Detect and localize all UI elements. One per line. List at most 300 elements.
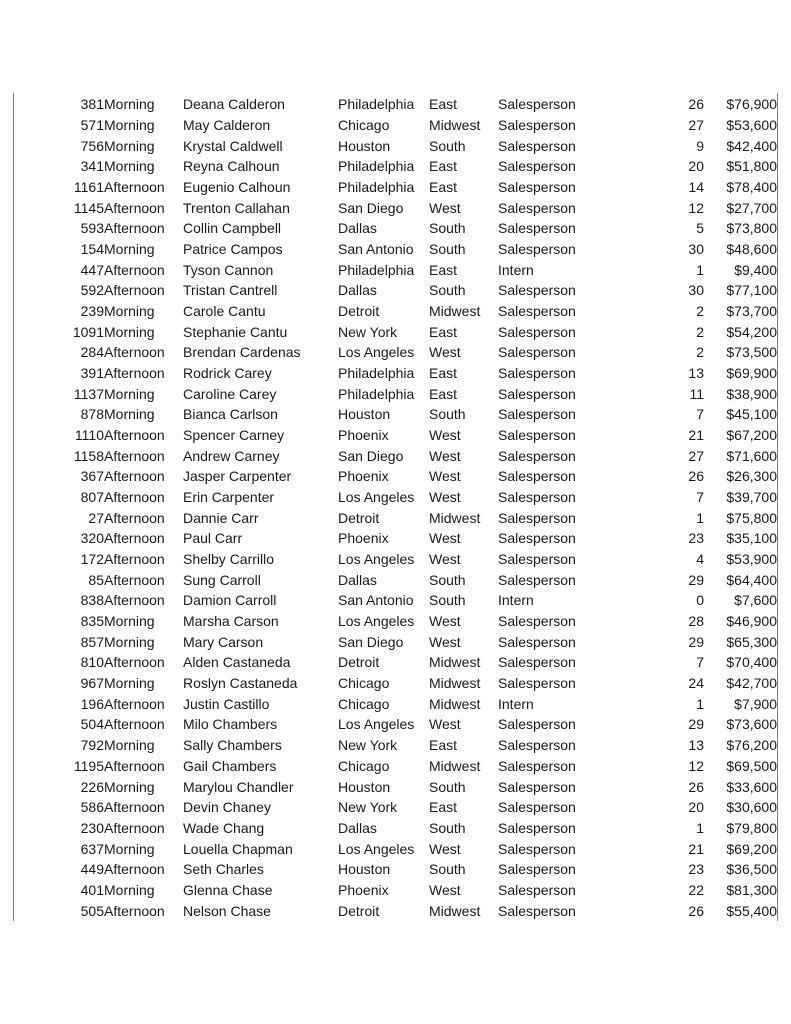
role-cell: Salesperson <box>498 199 576 216</box>
role-cell: Salesperson <box>498 282 576 299</box>
shift-cell: Morning <box>104 633 155 650</box>
table-row <box>14 301 777 322</box>
table-row <box>14 94 777 115</box>
table-row <box>14 487 777 508</box>
shift-cell: Afternoon <box>104 220 165 237</box>
table-row <box>14 528 777 549</box>
role-cell: Salesperson <box>498 737 576 754</box>
table-row <box>14 900 777 921</box>
table-row <box>14 135 777 156</box>
table-row <box>14 383 777 404</box>
years-cell: 5 <box>696 220 704 237</box>
years-cell: 7 <box>696 654 704 671</box>
table-row <box>14 239 777 260</box>
role-cell: Salesperson <box>498 96 576 113</box>
city-cell: Detroit <box>338 902 380 919</box>
years-cell: 29 <box>688 716 704 733</box>
region-cell: Midwest <box>429 509 481 526</box>
city-cell: San Antonio <box>338 592 414 609</box>
employee-id-cell: 878 <box>80 406 104 423</box>
employee-name-cell: Marsha Carson <box>183 613 279 630</box>
region-cell: East <box>429 179 458 196</box>
region-cell: Midwest <box>429 117 481 133</box>
city-cell: Phoenix <box>338 530 389 547</box>
employee-name-cell: Trenton Callahan <box>183 199 290 216</box>
shift-cell: Morning <box>104 158 155 175</box>
shift-cell: Afternoon <box>104 695 165 712</box>
city-cell: Phoenix <box>338 881 389 898</box>
shift-cell: Afternoon <box>104 902 165 919</box>
shift-cell: Afternoon <box>104 468 165 485</box>
table-row <box>14 797 777 818</box>
role-cell: Salesperson <box>498 861 576 878</box>
table-row <box>14 177 777 198</box>
years-cell: 29 <box>688 571 704 588</box>
region-cell: East <box>429 365 458 382</box>
region-cell: West <box>429 881 461 898</box>
shift-cell: Morning <box>104 96 155 113</box>
employee-name-cell: May Calderon <box>183 117 271 133</box>
shift-cell: Morning <box>104 406 155 423</box>
region-cell: Midwest <box>429 902 481 919</box>
role-cell: Salesperson <box>498 158 576 175</box>
salary-cell: $7,900 <box>734 695 777 712</box>
employee-id-cell: 857 <box>80 633 104 650</box>
employee-id-cell: 756 <box>80 137 104 154</box>
role-cell: Salesperson <box>498 468 576 485</box>
salary-cell: $73,600 <box>726 716 777 733</box>
employee-name-cell: Tristan Cantrell <box>183 282 278 299</box>
shift-cell: Morning <box>104 613 155 630</box>
salary-cell: $71,600 <box>726 447 777 464</box>
table-row <box>14 259 777 280</box>
salary-cell: $73,500 <box>726 344 777 361</box>
salary-cell: $51,800 <box>726 158 777 175</box>
table-row <box>14 115 777 136</box>
region-cell: East <box>429 261 458 278</box>
city-cell: Philadelphia <box>338 158 415 175</box>
years-cell: 20 <box>688 158 704 175</box>
region-cell: West <box>429 840 461 857</box>
years-cell: 12 <box>688 757 704 774</box>
city-cell: Detroit <box>338 509 380 526</box>
shift-cell: Afternoon <box>104 592 165 609</box>
city-cell: Los Angeles <box>338 344 415 361</box>
years-cell: 23 <box>688 530 704 547</box>
employee-id-cell: 447 <box>80 261 104 278</box>
role-cell: Salesperson <box>498 716 576 733</box>
role-cell: Intern <box>498 261 534 278</box>
salary-cell: $9,400 <box>734 261 777 278</box>
region-cell: West <box>429 613 461 630</box>
role-cell: Salesperson <box>498 137 576 154</box>
salary-cell: $70,400 <box>726 654 777 671</box>
region-cell: East <box>429 323 458 340</box>
city-cell: Philadelphia <box>338 179 415 196</box>
salary-cell: $42,700 <box>726 675 777 692</box>
city-cell: San Diego <box>338 199 404 216</box>
region-cell: South <box>429 241 466 258</box>
city-cell: Houston <box>338 137 391 154</box>
region-cell: West <box>429 468 461 485</box>
employee-name-cell: Marylou Chandler <box>183 778 294 795</box>
role-cell: Salesperson <box>498 385 576 402</box>
table-row <box>14 549 777 570</box>
region-cell: South <box>429 861 466 878</box>
role-cell: Salesperson <box>498 179 576 196</box>
employee-id-cell: 154 <box>80 241 104 258</box>
employee-id-cell: 505 <box>80 902 104 919</box>
shift-cell: Afternoon <box>104 716 165 733</box>
employee-id-cell: 1145 <box>73 199 104 216</box>
table-row <box>14 218 777 239</box>
years-cell: 2 <box>696 303 704 320</box>
city-cell: Dallas <box>338 571 377 588</box>
salary-cell: $76,900 <box>726 96 777 113</box>
role-cell: Salesperson <box>498 427 576 444</box>
role-cell: Salesperson <box>498 881 576 898</box>
shift-cell: Afternoon <box>104 261 165 278</box>
employee-id-cell: 1137 <box>73 385 104 402</box>
years-cell: 30 <box>688 282 704 299</box>
region-cell: West <box>429 427 461 444</box>
region-cell: East <box>429 385 458 402</box>
employee-id-cell: 1195 <box>73 757 104 774</box>
table-row <box>14 859 777 880</box>
shift-cell: Afternoon <box>104 551 165 568</box>
region-cell: West <box>429 447 461 464</box>
shift-cell: Morning <box>104 675 155 692</box>
employee-id-cell: 320 <box>80 530 104 547</box>
region-cell: West <box>429 199 461 216</box>
table-row <box>14 569 777 590</box>
city-cell: Los Angeles <box>338 551 415 568</box>
shift-cell: Morning <box>104 778 155 795</box>
region-cell: Midwest <box>429 675 481 692</box>
table-row <box>14 631 777 652</box>
employee-id-cell: 172 <box>80 551 104 568</box>
region-cell: East <box>429 96 458 113</box>
employee-id-cell: 230 <box>80 819 104 836</box>
city-cell: Phoenix <box>338 468 389 485</box>
employee-name-cell: Roslyn Castaneda <box>183 675 298 692</box>
role-cell: Intern <box>498 695 534 712</box>
years-cell: 7 <box>696 406 704 423</box>
salary-cell: $76,200 <box>726 737 777 754</box>
table-row <box>14 342 777 363</box>
city-cell: New York <box>338 323 398 340</box>
shift-cell: Afternoon <box>104 757 165 774</box>
salary-cell: $33,600 <box>726 778 777 795</box>
city-cell: San Diego <box>338 633 404 650</box>
years-cell: 7 <box>696 489 704 506</box>
years-cell: 12 <box>688 199 704 216</box>
years-cell: 11 <box>689 385 704 402</box>
role-cell: Salesperson <box>498 633 576 650</box>
employee-name-cell: Justin Castillo <box>183 695 270 712</box>
region-cell: Midwest <box>429 695 481 712</box>
city-cell: Detroit <box>338 654 380 671</box>
shift-cell: Afternoon <box>104 654 165 671</box>
years-cell: 1 <box>696 509 704 526</box>
salary-cell: $39,700 <box>726 489 777 506</box>
salary-cell: $53,600 <box>726 117 777 133</box>
salary-cell: $27,700 <box>726 199 777 216</box>
salary-cell: $48,600 <box>726 241 777 258</box>
city-cell: Philadelphia <box>338 365 415 382</box>
role-cell: Salesperson <box>498 613 576 630</box>
employee-name-cell: Mary Carson <box>183 633 264 650</box>
role-cell: Salesperson <box>498 757 576 774</box>
employee-name-cell: Patrice Campos <box>183 241 283 258</box>
role-cell: Salesperson <box>498 220 576 237</box>
employee-name-cell: Louella Chapman <box>183 840 293 857</box>
table-row <box>14 507 777 528</box>
shift-cell: Afternoon <box>104 861 165 878</box>
employee-name-cell: Tyson Cannon <box>183 261 274 278</box>
role-cell: Salesperson <box>498 675 576 692</box>
city-cell: Houston <box>338 406 391 423</box>
region-cell: South <box>429 592 466 609</box>
employee-id-cell: 1091 <box>72 323 104 340</box>
city-cell: San Diego <box>338 447 404 464</box>
shift-cell: Afternoon <box>104 819 165 836</box>
shift-cell: Morning <box>104 840 155 857</box>
employee-id-cell: 226 <box>80 778 104 795</box>
city-cell: Philadelphia <box>338 261 415 278</box>
city-cell: Los Angeles <box>338 613 415 630</box>
salary-cell: $45,100 <box>726 406 777 423</box>
table-row <box>14 156 777 177</box>
years-cell: 27 <box>688 447 704 464</box>
shift-cell: Morning <box>104 241 155 258</box>
city-cell: Phoenix <box>338 427 389 444</box>
years-cell: 21 <box>688 427 704 444</box>
employee-id-cell: 592 <box>80 282 104 299</box>
role-cell: Salesperson <box>498 571 576 588</box>
table-row <box>14 280 777 301</box>
region-cell: South <box>429 819 466 836</box>
role-cell: Salesperson <box>498 840 576 857</box>
employee-id-cell: 810 <box>80 654 104 671</box>
role-cell: Salesperson <box>498 117 576 133</box>
city-cell: Detroit <box>338 303 380 320</box>
table-row <box>14 818 777 839</box>
employee-table <box>14 94 777 921</box>
employee-name-cell: Damion Carroll <box>183 592 277 609</box>
years-cell: 24 <box>688 675 704 692</box>
role-cell: Intern <box>498 592 534 609</box>
role-cell: Salesperson <box>498 241 576 258</box>
shift-cell: Morning <box>104 737 155 754</box>
shift-cell: Afternoon <box>104 799 165 816</box>
shift-cell: Afternoon <box>104 530 165 547</box>
salary-cell: $73,800 <box>726 220 777 237</box>
shift-cell: Afternoon <box>104 447 165 464</box>
region-cell: South <box>429 406 466 423</box>
years-cell: 29 <box>688 633 704 650</box>
table-row <box>14 776 777 797</box>
table-row <box>14 652 777 673</box>
years-cell: 0 <box>696 592 704 609</box>
years-cell: 2 <box>696 323 704 340</box>
table-row <box>14 197 777 218</box>
shift-cell: Afternoon <box>104 427 165 444</box>
years-cell: 4 <box>696 551 704 568</box>
shift-cell: Afternoon <box>104 179 165 196</box>
salary-cell: $69,500 <box>726 757 777 774</box>
city-cell: San Antonio <box>338 241 414 258</box>
years-cell: 9 <box>696 137 704 154</box>
employee-name-cell: Shelby Carrillo <box>183 551 275 568</box>
employee-id-cell: 1161 <box>73 179 104 196</box>
shift-cell: Afternoon <box>104 199 165 216</box>
region-cell: South <box>429 282 466 299</box>
employee-id-cell: 449 <box>80 861 104 878</box>
table-row <box>14 673 777 694</box>
employee-id-cell: 1110 <box>74 427 104 444</box>
salary-cell: $38,900 <box>726 385 777 402</box>
employee-id-cell: 637 <box>80 840 104 857</box>
table-row <box>14 714 777 735</box>
years-cell: 21 <box>688 840 704 857</box>
salary-cell: $65,300 <box>726 633 777 650</box>
salary-cell: $75,800 <box>726 509 777 526</box>
table-row <box>14 611 777 632</box>
employee-name-cell: Dannie Carr <box>183 509 259 526</box>
employee-id-cell: 838 <box>80 592 104 609</box>
years-cell: 27 <box>688 117 704 133</box>
table-row <box>14 425 777 446</box>
salary-cell: $77,100 <box>726 282 777 299</box>
years-cell: 28 <box>688 613 704 630</box>
city-cell: Dallas <box>338 220 377 237</box>
table-row <box>14 466 777 487</box>
table-row <box>14 363 777 384</box>
role-cell: Salesperson <box>498 902 576 919</box>
employee-id-cell: 571 <box>80 117 104 133</box>
employee-id-cell: 792 <box>80 737 104 754</box>
table-body <box>14 94 777 921</box>
page-border-right <box>777 93 778 921</box>
salary-cell: $73,700 <box>726 303 777 320</box>
employee-id-cell: 27 <box>88 509 104 526</box>
table-row <box>14 735 777 756</box>
employee-name-cell: Nelson Chase <box>183 902 271 919</box>
employee-name-cell: Deana Calderon <box>183 96 285 113</box>
shift-cell: Afternoon <box>104 344 165 361</box>
salary-cell: $64,400 <box>726 571 777 588</box>
role-cell: Salesperson <box>498 365 576 382</box>
years-cell: 26 <box>688 468 704 485</box>
city-cell: Chicago <box>338 117 390 133</box>
region-cell: South <box>429 778 466 795</box>
employee-id-cell: 85 <box>88 571 104 588</box>
employee-name-cell: Paul Carr <box>183 530 243 547</box>
role-cell: Salesperson <box>498 819 576 836</box>
region-cell: East <box>429 737 458 754</box>
city-cell: Chicago <box>338 757 390 774</box>
salary-cell: $26,300 <box>726 468 777 485</box>
employee-id-cell: 391 <box>80 365 104 382</box>
employee-name-cell: Sung Carroll <box>183 571 261 588</box>
employee-id-cell: 593 <box>80 220 104 237</box>
employee-name-cell: Seth Charles <box>183 861 264 878</box>
city-cell: Houston <box>338 778 391 795</box>
years-cell: 13 <box>688 365 704 382</box>
shift-cell: Morning <box>104 881 155 898</box>
region-cell: South <box>429 137 466 154</box>
table-row <box>14 838 777 859</box>
employee-name-cell: Sally Chambers <box>183 737 282 754</box>
employee-id-cell: 807 <box>80 489 104 506</box>
employee-name-cell: Stephanie Cantu <box>183 323 288 340</box>
region-cell: East <box>429 799 458 816</box>
employee-name-cell: Milo Chambers <box>183 716 278 733</box>
employee-name-cell: Spencer Carney <box>183 427 285 444</box>
salary-cell: $79,800 <box>726 819 777 836</box>
employee-id-cell: 401 <box>80 881 104 898</box>
table-row <box>14 880 777 901</box>
shift-cell: Afternoon <box>104 509 165 526</box>
salary-cell: $78,400 <box>726 179 777 196</box>
region-cell: West <box>429 551 461 568</box>
city-cell: Los Angeles <box>338 489 415 506</box>
role-cell: Salesperson <box>498 447 576 464</box>
salary-cell: $46,900 <box>726 613 777 630</box>
table-row <box>14 321 777 342</box>
years-cell: 26 <box>688 96 704 113</box>
city-cell: Los Angeles <box>338 840 415 857</box>
employee-id-cell: 1158 <box>73 447 104 464</box>
shift-cell: Morning <box>104 303 155 320</box>
table-row <box>14 404 777 425</box>
role-cell: Salesperson <box>498 344 576 361</box>
salary-cell: $36,500 <box>726 861 777 878</box>
employee-name-cell: Krystal Caldwell <box>183 137 283 154</box>
employee-id-cell: 586 <box>80 799 104 816</box>
city-cell: Chicago <box>338 675 390 692</box>
city-cell: Dallas <box>338 819 377 836</box>
employee-name-cell: Carole Cantu <box>183 303 266 320</box>
region-cell: West <box>429 530 461 547</box>
role-cell: Salesperson <box>498 406 576 423</box>
employee-name-cell: Collin Campbell <box>183 220 282 237</box>
employee-id-cell: 967 <box>80 675 104 692</box>
employee-id-cell: 239 <box>80 303 104 320</box>
employee-id-cell: 284 <box>80 344 104 361</box>
region-cell: West <box>429 489 461 506</box>
years-cell: 1 <box>696 695 704 712</box>
employee-id-cell: 504 <box>80 716 104 733</box>
role-cell: Salesperson <box>498 551 576 568</box>
employee-name-cell: Erin Carpenter <box>183 489 275 506</box>
years-cell: 23 <box>688 861 704 878</box>
employee-name-cell: Gail Chambers <box>183 757 277 774</box>
employee-name-cell: Jasper Carpenter <box>183 468 292 485</box>
table-row <box>14 445 777 466</box>
role-cell: Salesperson <box>498 303 576 320</box>
role-cell: Salesperson <box>498 799 576 816</box>
salary-cell: $42,400 <box>726 137 777 154</box>
salary-cell: $81,300 <box>726 881 777 898</box>
region-cell: West <box>429 633 461 650</box>
years-cell: 30 <box>688 241 704 258</box>
role-cell: Salesperson <box>498 530 576 547</box>
shift-cell: Afternoon <box>104 282 165 299</box>
salary-cell: $30,600 <box>726 799 777 816</box>
salary-cell: $54,200 <box>726 323 777 340</box>
